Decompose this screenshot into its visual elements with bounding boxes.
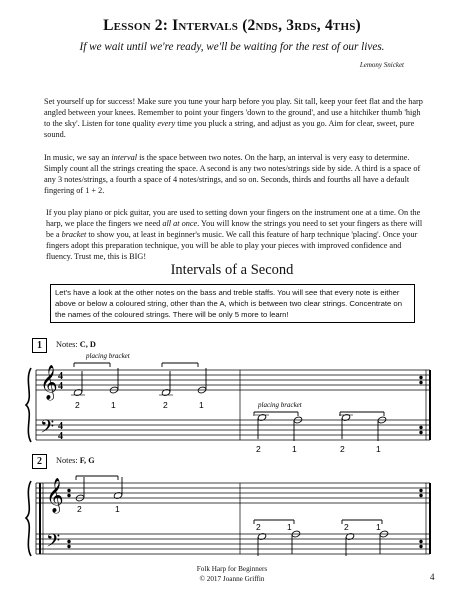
bass-notes-2 xyxy=(254,520,389,556)
svg-text:1: 1 xyxy=(199,400,204,410)
treble-clef-1-icon: 𝄞 xyxy=(40,365,58,400)
svg-text:2: 2 xyxy=(256,444,261,454)
exercise-1-notes: Notes: C, D xyxy=(56,340,96,349)
svg-text:1: 1 xyxy=(287,522,292,532)
svg-text:2: 2 xyxy=(75,400,80,410)
footer-book-title: Folk Harp for Beginners xyxy=(196,565,268,573)
info-box: Let's have a look at the other notes on the bass and treble staffs. You will see that every note is either above or below a coloured string, other than the A, which is between two clear strings. Concentrate on the names of the coloured strings. There will be only 5 more to learn! xyxy=(50,284,415,323)
svg-text:1: 1 xyxy=(115,504,120,514)
page-number: 4 xyxy=(430,572,435,582)
system-2 xyxy=(26,481,430,556)
paragraph-placing: If you play piano or pick guitar, you are used to setting down your fingers on the instrument one at a time. On the harp, we place the fingers we need all at once. You will know the strings you need to set your fingers as there will be a bracket to show you, at least in beginner's music. We call this feature of harp technique 'placing'. Once your fingers adopt this preparation technique, you will be able to play your pieces with improved confidence and fluency. Trust me, this is BIG! xyxy=(46,208,423,261)
page-footer xyxy=(0,565,464,584)
bass-fingering-2 xyxy=(256,522,381,532)
system-1 xyxy=(26,368,430,442)
time-sig-top-1: 4 xyxy=(58,371,63,382)
bass-clef-2-icon: 𝄢 xyxy=(46,531,61,556)
paragraph-interval: In music, we say an interval is the space between two notes. On the harp, an interval is very easy to determine. Simply count all the strings creating the space. A second is any two notes/strings side by side. A third is a space of any 3 notes/strings, a fourth a space of 4 notes/strings, and so on. Seconds, thirds and fourths all have a default fingering of 1 + 2. xyxy=(44,153,421,195)
time-sig-bass-bottom-1: 4 xyxy=(58,431,63,442)
bass-clef-1-icon: 𝄢 xyxy=(40,417,55,442)
bracket-label-bass-1: placing bracket xyxy=(258,401,302,409)
svg-text:1: 1 xyxy=(292,444,297,454)
bracket-label-treble-1: placing bracket xyxy=(86,352,130,360)
quote-author: Lemony Snicket xyxy=(359,61,404,69)
bass-fingering-1 xyxy=(256,444,381,454)
brace-2 xyxy=(26,481,31,556)
section-heading: Intervals of a Second xyxy=(170,262,294,278)
svg-text:2: 2 xyxy=(256,522,261,532)
footer-copyright: © 2017 Joanne Griffin xyxy=(199,574,265,583)
bass-notes-1 xyxy=(254,412,387,441)
bass-staff-1 xyxy=(36,420,430,440)
quote-text: If we wait until we're ready, we'll be waiting for the rest of our lives. xyxy=(79,41,385,53)
svg-text:1: 1 xyxy=(111,400,116,410)
time-sig-bass-top-1: 4 xyxy=(58,421,63,432)
brace-1 xyxy=(26,368,31,442)
paragraph-setup: Set yourself up for success! Make sure you tune your harp before you play. Sit tall, keep your feet flat and the harp angled between your knees. Remember to point your fingers 'down to the ground', and use a hitchiker thumb 'high to the sky'. Listen for tone quality every time you pluck a string, and adjust as you go. Aim for clear, sweet, pure sound. xyxy=(44,97,423,139)
treble-staff-2 xyxy=(36,483,430,503)
svg-text:1: 1 xyxy=(376,522,381,532)
exercise-number-1: 1 xyxy=(32,338,47,353)
svg-text:1: 1 xyxy=(376,444,381,454)
exercise-2-notes: Notes: F, G xyxy=(56,456,95,465)
treble-clef-2-icon: 𝄞 xyxy=(46,478,64,513)
svg-text:2: 2 xyxy=(344,522,349,532)
time-sig-bottom-1: 4 xyxy=(58,381,63,392)
treble-fingering-1 xyxy=(75,400,204,410)
svg-text:2: 2 xyxy=(77,504,82,514)
treble-staff-1 xyxy=(36,370,430,390)
treble-fingering-2 xyxy=(77,504,120,514)
exercise-number-2: 2 xyxy=(32,454,47,469)
svg-text:2: 2 xyxy=(163,400,168,410)
svg-text:2: 2 xyxy=(340,444,345,454)
lesson-title: Lesson 2: Intervals (2nds, 3rds, 4ths) xyxy=(103,17,361,34)
bass-staff-2 xyxy=(36,534,430,554)
